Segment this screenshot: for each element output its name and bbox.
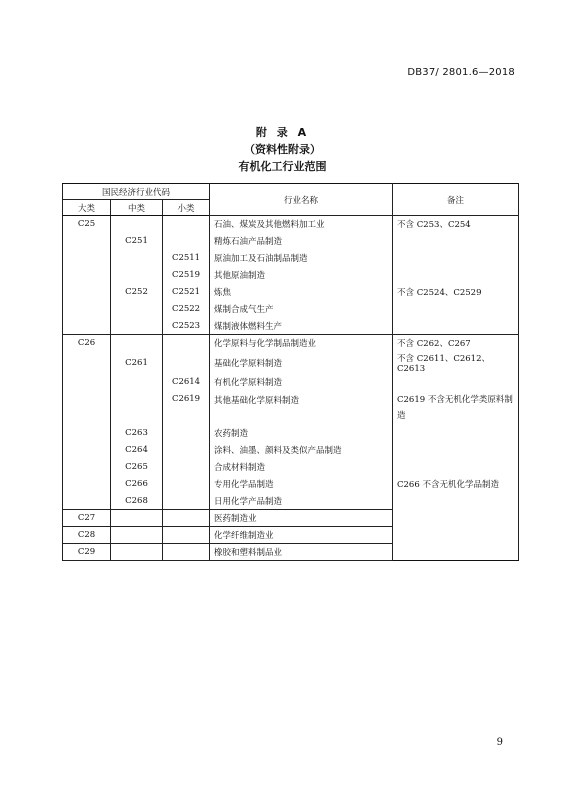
cell-minor: C2523 [163,318,210,335]
table-row [63,476,519,493]
table-row [63,374,519,391]
cell-minor [163,493,210,510]
appendix-title: 附 录 A [255,126,310,139]
table-row [63,527,519,544]
standard-code: DB37/ 2801.6—2018 [407,67,515,78]
cell-middle [111,335,163,352]
table-row [63,391,519,425]
cell-minor [163,442,210,459]
cell-minor [163,352,210,374]
cell-major: C28 [63,527,111,544]
cell-name: 炼焦 [210,284,393,301]
cell-middle [111,374,163,391]
header-note: 备注 [393,184,519,216]
cell-major [63,301,111,318]
cell-minor [163,216,210,233]
cell-middle: C264 [111,442,163,459]
cell-note: C2619 不含无机化学类原料制造 [393,391,519,425]
cell-minor: C2519 [163,267,210,284]
cell-major [63,250,111,267]
cell-major [63,442,111,459]
cell-minor: C2522 [163,301,210,318]
appendix-title-block [0,124,565,175]
cell-name: 石油、煤炭及其他燃料加工业 [210,216,393,233]
header-code-group: 国民经济行业代码 [63,184,210,200]
cell-middle [111,391,163,425]
table-row [63,301,519,318]
cell-middle [111,267,163,284]
cell-name: 日用化学产品制造 [210,493,393,510]
cell-name: 其他基础化学原料制造 [210,391,393,425]
cell-major [63,391,111,425]
cell-note [393,301,519,318]
table-row [63,352,519,374]
cell-middle [111,216,163,233]
cell-middle [111,301,163,318]
cell-major [63,318,111,335]
cell-minor [163,527,210,544]
cell-name: 合成材料制造 [210,459,393,476]
cell-name: 涂料、油墨、颜料及类似产品制造 [210,442,393,459]
cell-middle: C252 [111,284,163,301]
cell-major: C26 [63,335,111,352]
table-row [63,493,519,510]
cell-note [393,459,519,476]
table-row [63,284,519,301]
cell-name: 其他原油制造 [210,267,393,284]
page-number: 9 [496,737,503,748]
cell-minor [163,459,210,476]
cell-note [393,544,519,561]
cell-name: 农药制造 [210,425,393,442]
cell-minor: C2614 [163,374,210,391]
cell-note: 不含 C262、C267 [393,335,519,352]
cell-name: 精炼石油产品制造 [210,233,393,250]
cell-name: 原油加工及石油制品制造 [210,250,393,267]
table-row [63,510,519,527]
cell-major: C27 [63,510,111,527]
cell-name: 专用化学品制造 [210,476,393,493]
table-row [63,250,519,267]
cell-note: 不含 C2611、C2612、C2613 [393,352,519,374]
cell-name: 橡胶和塑料制品业 [210,544,393,561]
cell-major [63,233,111,250]
cell-minor [163,544,210,561]
cell-name: 化学纤维制造业 [210,527,393,544]
cell-middle [111,527,163,544]
cell-name: 化学原料与化学制品制造业 [210,335,393,352]
cell-major [63,374,111,391]
cell-note [393,267,519,284]
cell-note [393,318,519,335]
cell-middle: C266 [111,476,163,493]
table-row [63,425,519,442]
cell-minor: C2521 [163,284,210,301]
cell-middle [111,510,163,527]
cell-note [393,493,519,510]
table-row [63,442,519,459]
cell-middle: C251 [111,233,163,250]
cell-name: 煤制合成气生产 [210,301,393,318]
header-minor: 小类 [163,200,210,216]
cell-note [393,527,519,544]
table-row [63,318,519,335]
cell-major [63,352,111,374]
cell-note: 不含 C253、C254 [393,216,519,233]
cell-name: 煤制液体燃料生产 [210,318,393,335]
appendix-subtitle: （资料性附录） [244,143,321,156]
table-row [63,233,519,250]
cell-major [63,425,111,442]
table-row [63,459,519,476]
table-row [63,216,519,233]
cell-middle: C263 [111,425,163,442]
cell-major [63,267,111,284]
cell-middle [111,544,163,561]
cell-major [63,459,111,476]
cell-major: C25 [63,216,111,233]
header-major: 大类 [63,200,111,216]
cell-middle: C265 [111,459,163,476]
cell-note [393,374,519,391]
cell-minor [163,335,210,352]
cell-name: 有机化学原料制造 [210,374,393,391]
cell-note [393,233,519,250]
cell-name: 医药制造业 [210,510,393,527]
cell-note [393,425,519,442]
cell-minor: C2511 [163,250,210,267]
cell-minor: C2619 [163,391,210,425]
cell-note [393,250,519,267]
appendix-heading: 有机化工行业范围 [238,160,327,173]
cell-minor [163,233,210,250]
cell-major [63,476,111,493]
cell-minor [163,510,210,527]
table-row [63,267,519,284]
cell-minor [163,476,210,493]
cell-minor [163,425,210,442]
cell-middle: C261 [111,352,163,374]
cell-middle [111,250,163,267]
cell-middle [111,318,163,335]
header-industry-name: 行业名称 [210,184,393,216]
cell-note [393,442,519,459]
header-middle: 中类 [111,200,163,216]
cell-note: C266 不含无机化学品制造 [393,476,519,493]
cell-major [63,284,111,301]
cell-note [393,510,519,527]
cell-name: 基础化学原料制造 [210,352,393,374]
cell-major: C29 [63,544,111,561]
industry-scope-table [62,183,519,561]
cell-middle: C268 [111,493,163,510]
cell-note: 不含 C2524、C2529 [393,284,519,301]
cell-major [63,493,111,510]
table-row [63,335,519,352]
table-row [63,544,519,561]
